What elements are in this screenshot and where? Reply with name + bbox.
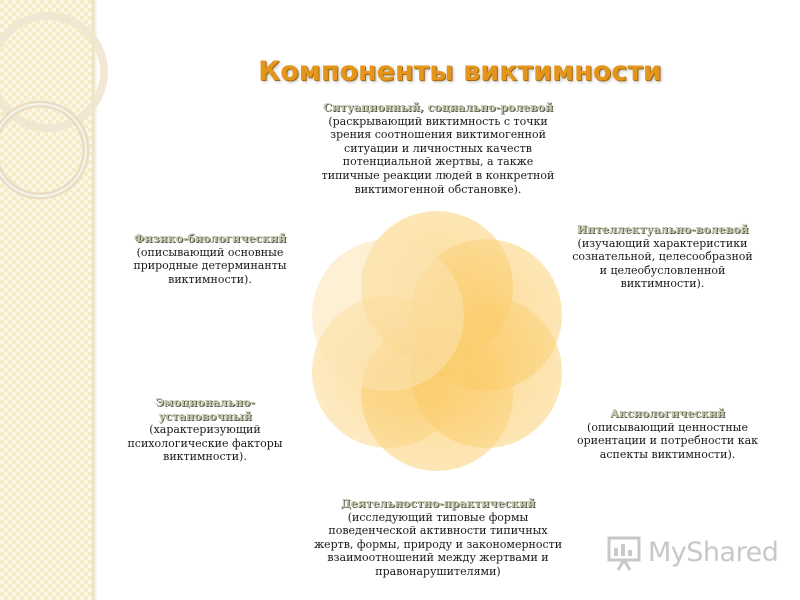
watermark-text: MyShared (648, 537, 779, 568)
component-description: (изучающий характеристики сознательной, целесообразной и целеобусловленной виктимности). (572, 236, 753, 291)
component-heading: Эмоционально-установочный (155, 396, 255, 423)
component-emotional (120, 396, 290, 464)
component-description: (раскрывающий виктимность с точки зрения соотношения виктимогенной ситуации и личностных качеств потенциальной жертвы, а также типичные реакции людей в конкретной виктимогенной обстановке). (321, 114, 555, 196)
component-situational (318, 101, 558, 196)
component-description: (описывающий ценностные ориентации и потребности как аспекты виктимности). (576, 420, 759, 461)
decorative-left-band (0, 0, 92, 600)
component-description: (исследующий типовые формы поведенческой активности типичных жертв, формы, природу и закономерности взаимоотношений между жертвами и правонарушителями) (313, 510, 563, 578)
component-heading: Физико-биологический (133, 232, 287, 245)
left-band-edge (92, 0, 98, 600)
presentation-board-icon (606, 534, 644, 572)
component-intellectual (570, 223, 755, 291)
petal-upper-left (312, 239, 464, 391)
component-physical (120, 232, 300, 286)
component-activity (313, 497, 563, 579)
component-heading: Аксиологический (609, 407, 726, 420)
flower-diagram (300, 200, 580, 480)
watermark (606, 534, 779, 574)
component-axiological (575, 407, 760, 461)
component-description: (описывающий основные природные детерминанты виктимности). (133, 245, 287, 286)
component-heading: Интеллектуально-волевой (576, 223, 749, 236)
page-title: Компоненты виктимности (258, 56, 662, 87)
component-heading: Деятельностно-практический (340, 497, 536, 510)
component-description: (характеризующий психологические факторы виктимности). (127, 423, 283, 464)
component-heading: Ситуационный, социально-ролевой (322, 101, 553, 114)
